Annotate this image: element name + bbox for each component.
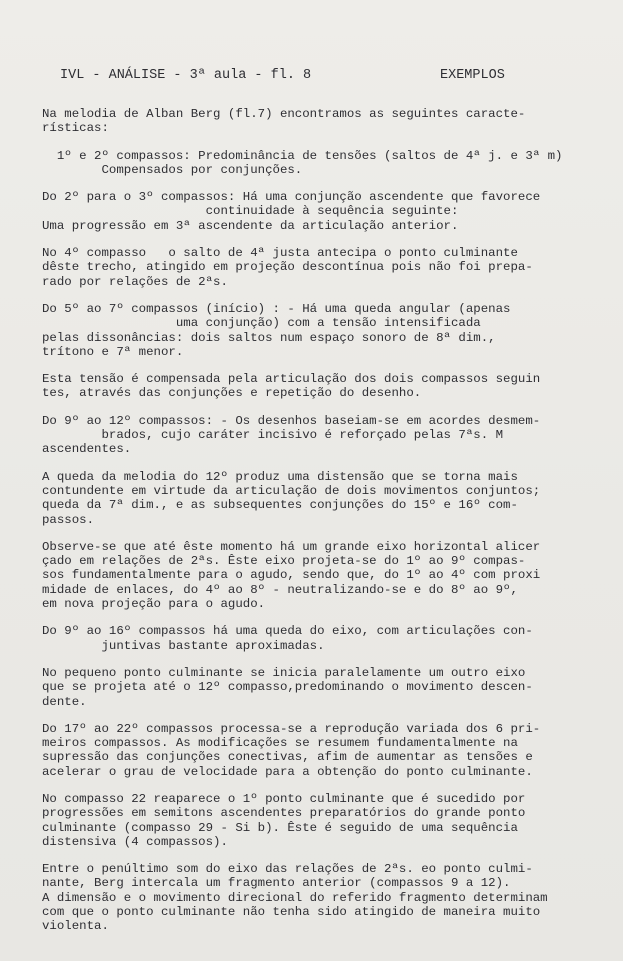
document-body [42, 107, 597, 947]
text-line: 1º e 2º compassos: Predominância de tensões (saltos de 4ª j. e 3ª m) [42, 148, 563, 163]
paragraph [42, 414, 597, 457]
paragraph [42, 862, 597, 933]
text-line: Do 2º para o 3º compassos: Há uma conjunção ascendente que favorece [42, 190, 541, 205]
text-line: No pequeno ponto culminante se inicia paralelamente um outro eixo [42, 665, 526, 680]
text-line: midade de enlaces, do 4º ao 8º - neutralizando-se e do 8º ao 9º, [42, 582, 518, 597]
text-line: acelerar o grau de velocidade para a obtenção do ponto culminante. [42, 764, 533, 779]
text-line: passos. [42, 512, 95, 527]
paragraph [42, 107, 597, 136]
paragraph [42, 624, 597, 653]
text-line: Compensados por conjunções. [42, 162, 303, 177]
text-line: trítono e 7ª menor. [42, 344, 184, 359]
text-line: No compasso 22 reaparece o 1º ponto culminante que é sucedido por [42, 791, 526, 806]
text-line: continuidade à sequência seguinte: [42, 204, 459, 219]
text-line: Esta tensão é compensada pela articulação dos dois compassos seguin [42, 372, 541, 387]
paragraph [42, 666, 597, 709]
paragraph [42, 190, 597, 233]
paragraph [42, 722, 597, 779]
paragraph [42, 470, 597, 527]
text-line: A dimensão e o movimento direcional do referido fragmento determinam [42, 890, 548, 905]
text-line: queda da 7ª dim., e as subsequentes conjunções do 15º e 16º com- [42, 498, 518, 513]
text-line: A queda da melodia do 12º produz uma distensão que se torna mais [42, 469, 518, 484]
page-header [60, 68, 580, 88]
text-line: Do 5º ao 7º compassos (início) : - Há uma queda angular (apenas [42, 301, 511, 316]
text-line: dente. [42, 694, 87, 709]
text-line: ascendentes. [42, 442, 132, 457]
text-line: rísticas: [42, 121, 109, 136]
text-line: violenta. [42, 919, 109, 934]
text-line: que se projeta até o 12º compasso,predominando o movimento descen- [42, 680, 533, 695]
text-line: Do 17º ao 22º compassos processa-se a reprodução variada dos 6 pri- [42, 721, 541, 736]
text-line: Do 9º ao 12º compassos: - Os desenhos baseiam-se em acordes desmem- [42, 413, 541, 428]
text-line: tes, através das conjunções e repetição do desenho. [42, 386, 422, 401]
header-course-info: IVL - ANÁLISE - 3ª aula - fl. 8 [60, 68, 312, 83]
text-line: Uma progressão em 3ª ascendente da articulação anterior. [42, 218, 459, 233]
text-line: uma conjunção) com a tensão intensificada [42, 316, 481, 331]
paragraph [42, 792, 597, 849]
text-line: culminante (compasso 29 - Si b). Êste é seguido de uma sequência [42, 820, 518, 835]
text-line: progressões em semitons ascendentes preparatórios do grande ponto [42, 806, 526, 821]
text-line: Na melodia de Alban Berg (fl.7) encontramos as seguintes caracte- [42, 107, 526, 121]
text-line: pelas dissonâncias: dois saltos num espaço sonoro de 8ª dim., [42, 330, 496, 345]
text-line: dêste trecho, atingido em projeção descontínua pois não foi prepa- [42, 260, 533, 275]
text-line: supressão das conjunções conectivas, afim de aumentar as tensões e [42, 750, 533, 765]
text-line: Entre o penúltimo som do eixo das relações de 2ªs. eo ponto culmi- [42, 862, 533, 877]
header-section-title: EXEMPLOS [440, 68, 505, 83]
text-line: Observe-se que até êste momento há um grande eixo horizontal alicer [42, 539, 541, 554]
paragraph [42, 540, 597, 611]
paragraph [42, 302, 597, 359]
text-line: nante, Berg intercala um fragmento anterior (compassos 9 a 12). [42, 876, 511, 891]
text-line: distensiva (4 compassos). [42, 834, 228, 849]
text-line: juntivas bastante aproximadas. [42, 638, 325, 653]
text-line: brados, cujo caráter incisivo é reforçado pelas 7ªs. M [42, 428, 504, 443]
text-line: em nova projeção para o agudo. [42, 597, 266, 612]
text-line: Do 9º ao 16º compassos há uma queda do eixo, com articulações con- [42, 624, 533, 639]
text-line: sos fundamentalmente para o agudo, sendo que, do 1º ao 4º com proxi [42, 568, 541, 583]
paragraph [42, 372, 597, 401]
text-line: contundente em virtude da articulação de dois movimentos conjuntos; [42, 483, 541, 498]
text-line: com que o ponto culminante não tenha sido atingido de maneira muito [42, 905, 541, 920]
text-line: rado por relações de 2ªs. [42, 274, 228, 289]
paragraph [42, 246, 597, 289]
paragraph [42, 149, 597, 178]
text-line: No 4º compasso o salto de 4ª justa antecipa o ponto culminante [42, 246, 518, 261]
text-line: meiros compassos. As modificações se resumem fundamentalmente na [42, 736, 518, 751]
text-line: çado em relações de 2ªs. Êste eixo projeta-se do 1º ao 9º compas- [42, 554, 526, 569]
